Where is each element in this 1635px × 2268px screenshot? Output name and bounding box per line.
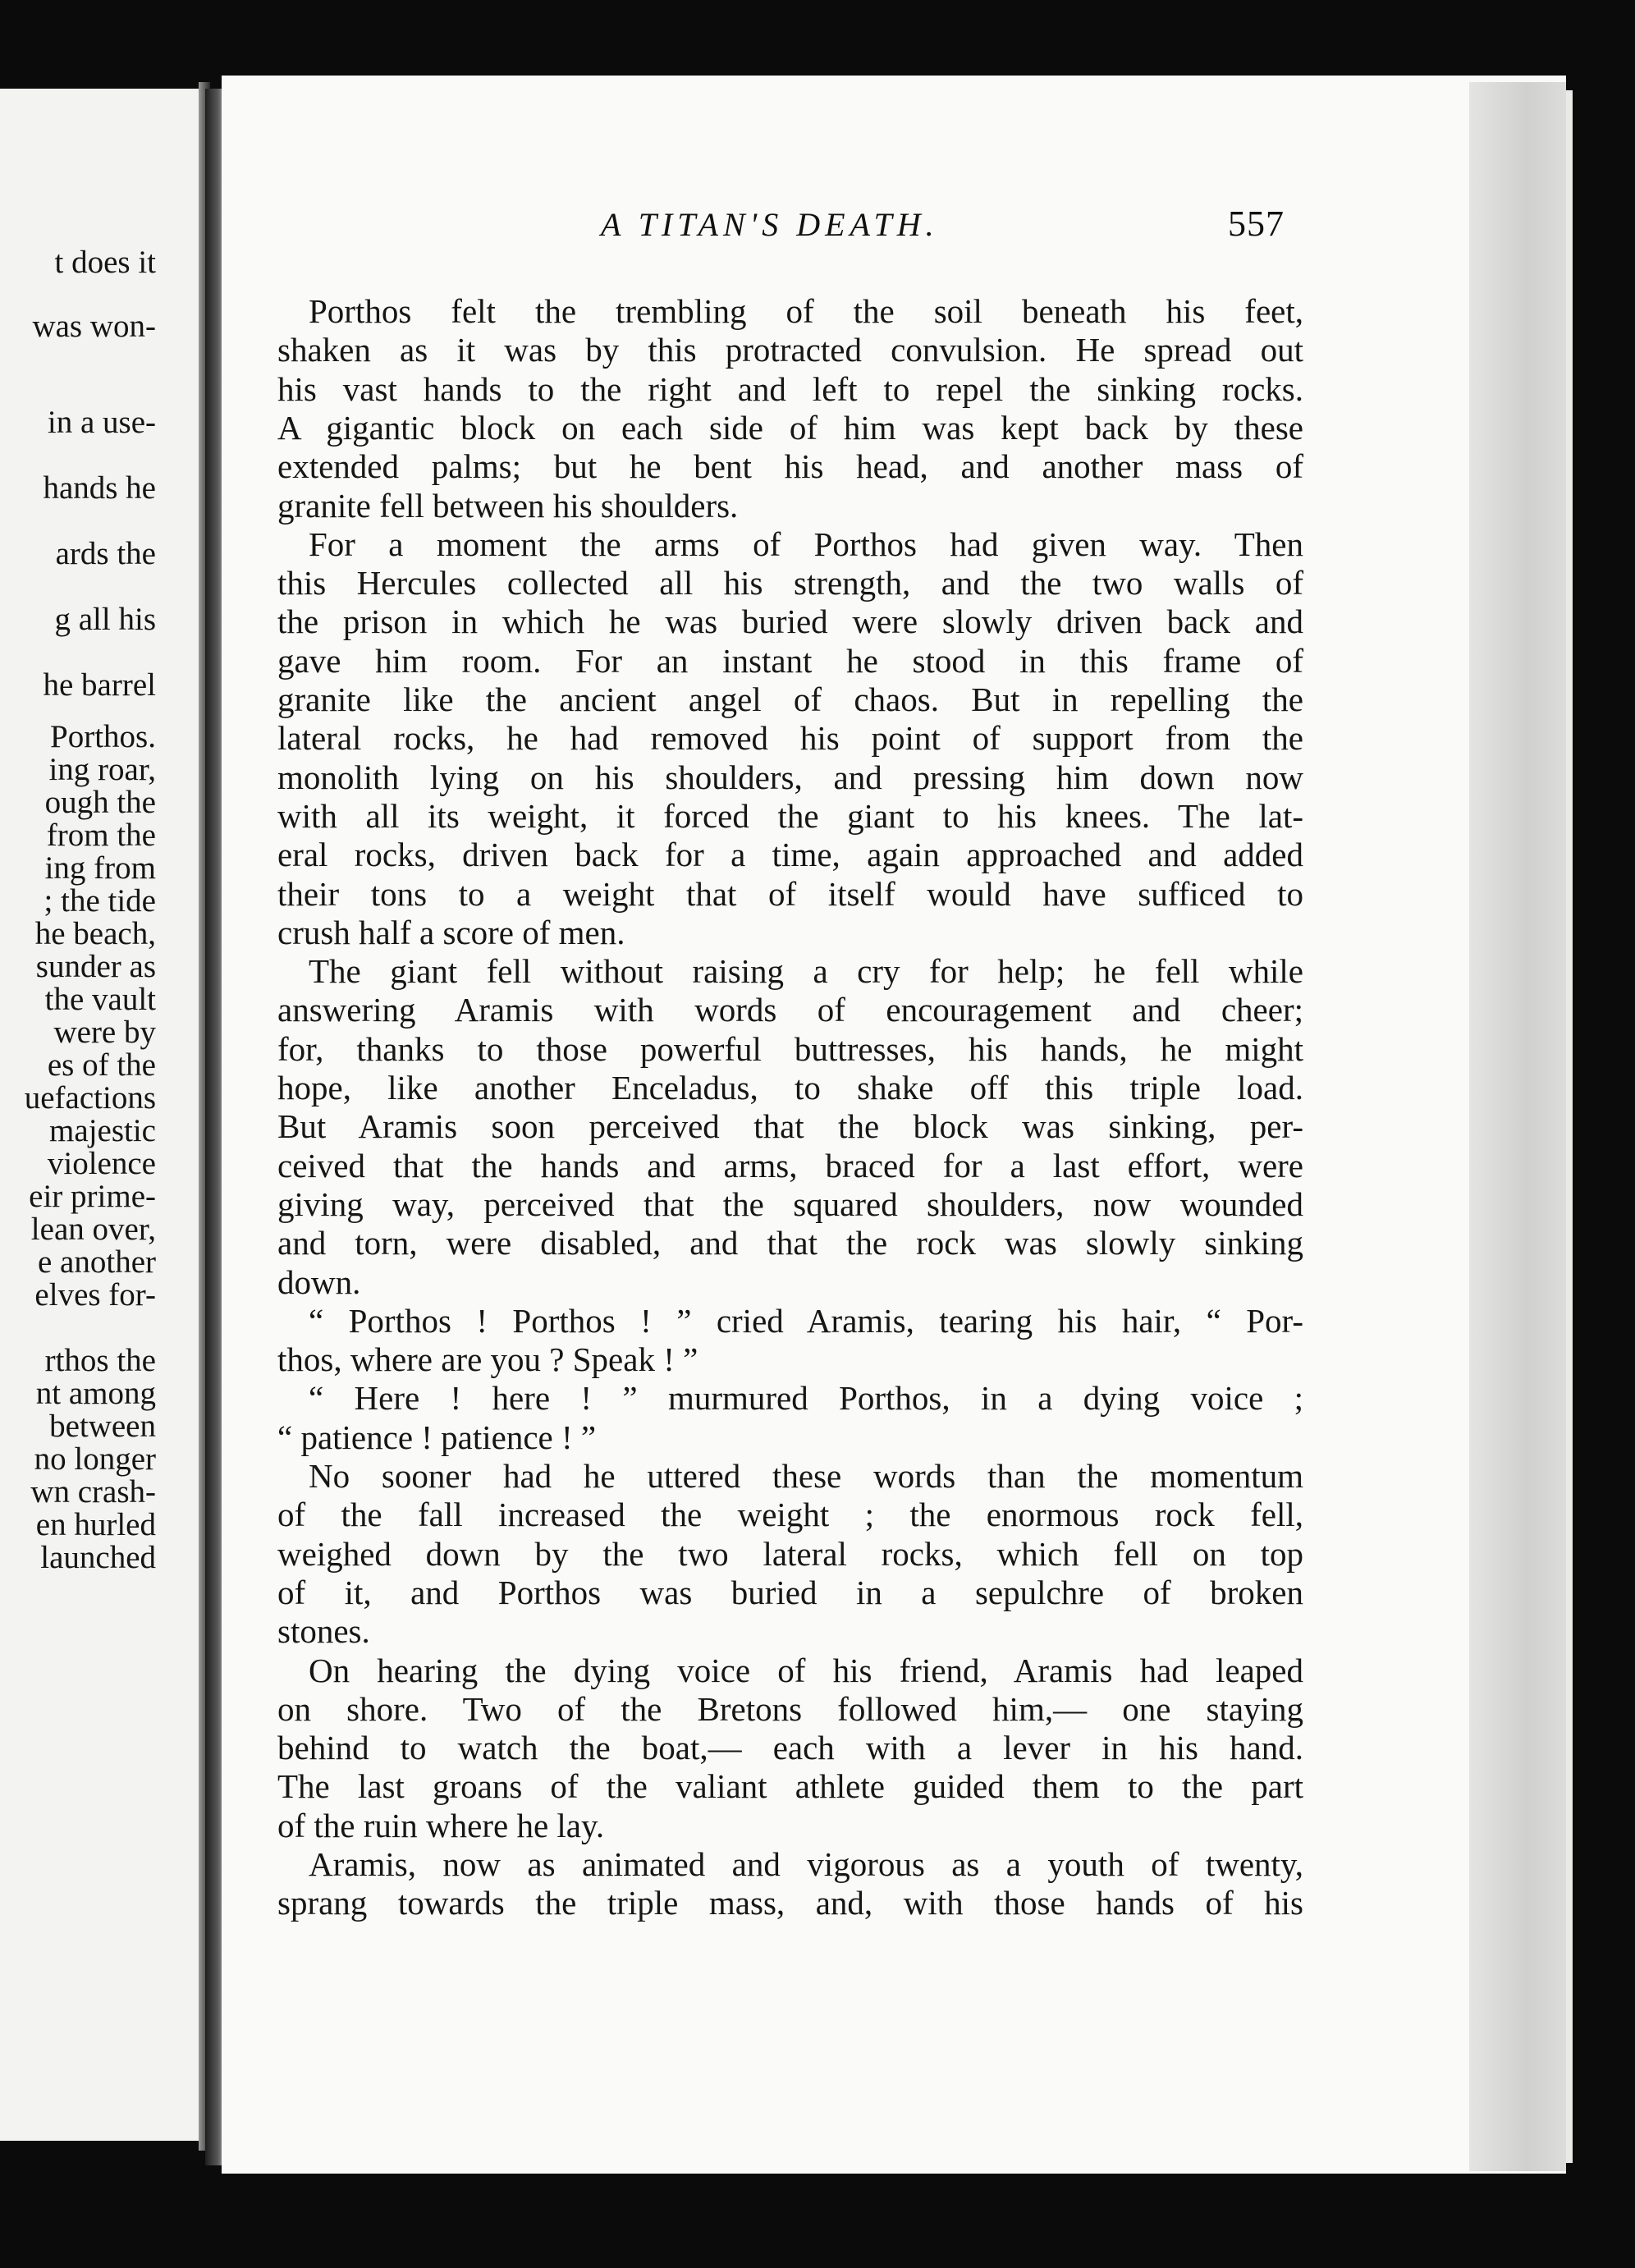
- previous-page-line: nt among: [35, 1376, 156, 1411]
- text-line: lateral rocks, he had removed his point of support from the: [277, 719, 1303, 757]
- text-line: shaken as it was by this protracted convulsion. He spread out: [277, 331, 1303, 369]
- previous-page-line: were by: [53, 1015, 156, 1050]
- text-line: “ patience ! patience ! ”: [277, 1418, 597, 1456]
- previous-page-line: e another: [37, 1244, 156, 1280]
- text-line: Porthos felt the trembling of the soil beneath his feet,: [309, 292, 1303, 330]
- text-line: crush half a score of men.: [277, 914, 625, 951]
- previous-page-line: en hurled: [35, 1507, 156, 1542]
- text-line: with all its weight, it forced the giant to his knees. The lat-: [277, 797, 1303, 835]
- previous-page-line: sunder as: [35, 949, 156, 984]
- previous-page-line: between: [49, 1409, 156, 1444]
- previous-page-line: rthos the: [44, 1343, 156, 1378]
- previous-page: [0, 89, 199, 2141]
- text-line: giving way, perceived that the squared shoulders, now wounded: [277, 1185, 1303, 1223]
- previous-page-line: no longer: [34, 1441, 156, 1477]
- previous-page-line: wn crash-: [30, 1474, 156, 1510]
- previous-page-line: Porthos.: [50, 719, 156, 754]
- text-line: thos, where are you ? Speak ! ”: [277, 1340, 698, 1378]
- text-line: down.: [277, 1263, 361, 1301]
- text-line: and torn, were disabled, and that the rock was slowly sinking: [277, 1224, 1303, 1262]
- text-line: No sooner had he uttered these words than the momentum: [309, 1457, 1303, 1495]
- page-edge-shadow: [1469, 82, 1566, 2171]
- text-line: “ Porthos ! Porthos ! ” cried Aramis, tearing his hair, “ Por-: [309, 1302, 1303, 1340]
- previous-page-line: hands he: [43, 470, 156, 506]
- previous-page-line: violence: [47, 1146, 156, 1181]
- text-line: weighed down by the two lateral rocks, which fell on top: [277, 1535, 1303, 1573]
- previous-page-line: he barrel: [43, 667, 156, 703]
- text-line: But Aramis soon perceived that the block was sinking, per-: [277, 1107, 1303, 1145]
- text-line: granite like the ancient angel of chaos. But in repelling the: [277, 680, 1303, 718]
- previous-page-line: t does it: [54, 245, 156, 280]
- text-line: sprang towards the triple mass, and, with those hands of his: [277, 1884, 1303, 1922]
- text-line: extended palms; but he bent his head, and another mass of: [277, 447, 1303, 485]
- previous-page-line: ing from: [44, 850, 156, 886]
- text-line: eral rocks, driven back for a time, again approached and added: [277, 836, 1303, 873]
- text-line: for, thanks to those powerful buttresses, his hands, he might: [277, 1030, 1303, 1068]
- previous-page-line: he beach,: [34, 916, 156, 951]
- text-line: their tons to a weight that of itself would have sufficed to: [277, 875, 1303, 913]
- text-line: answering Aramis with words of encouragement and cheer;: [277, 991, 1303, 1029]
- text-line: hope, like another Enceladus, to shake off this triple load.: [277, 1069, 1303, 1107]
- previous-page-line: ough the: [44, 785, 156, 820]
- text-line: behind to watch the boat,— each with a lever in his hand.: [277, 1729, 1303, 1766]
- previous-page-line: launched: [40, 1540, 156, 1575]
- previous-page-line: eir prime-: [29, 1179, 156, 1214]
- running-title: A TITAN'S DEATH.: [601, 206, 939, 243]
- previous-page-line: lean over,: [30, 1212, 156, 1247]
- text-line: of the ruin where he lay.: [277, 1807, 605, 1844]
- text-line: The giant fell without raising a cry for help; he fell while: [309, 952, 1303, 990]
- previous-page-line: g all his: [54, 602, 156, 637]
- previous-page-line: was won-: [32, 309, 156, 344]
- previous-page-line: uefactions: [24, 1080, 156, 1116]
- text-line: On hearing the dying voice of his friend, Aramis had leaped: [309, 1652, 1303, 1689]
- previous-page-text: [0, 89, 199, 2141]
- text-line: his vast hands to the right and left to repel the sinking rocks.: [277, 370, 1303, 408]
- text-line: the prison in which he was buried were slowly driven back and: [277, 603, 1303, 640]
- text-line: granite fell between his shoulders.: [277, 487, 739, 525]
- text-line: “ Here ! here ! ” murmured Porthos, in a dying voice ;: [309, 1379, 1303, 1417]
- previous-page-line: es of the: [47, 1047, 156, 1083]
- previous-page-line: ; the tide: [44, 883, 156, 919]
- text-line: For a moment the arms of Porthos had given way. Then: [309, 525, 1303, 563]
- previous-page-line: elves for-: [34, 1277, 156, 1313]
- text-line: monolith lying on his shoulders, and pressing him down now: [277, 758, 1303, 796]
- text-line: gave him room. For an instant he stood in this frame of: [277, 642, 1303, 680]
- text-line: The last groans of the valiant athlete guided them to the part: [277, 1767, 1303, 1805]
- text-line: Aramis, now as animated and vigorous as a youth of twenty,: [309, 1845, 1303, 1883]
- previous-page-line: in a use-: [47, 405, 156, 440]
- text-line: ceived that the hands and arms, braced for a last effort, were: [277, 1147, 1303, 1184]
- text-line: this Hercules collected all his strength, and the two walls of: [277, 564, 1303, 602]
- previous-page-line: majestic: [49, 1113, 156, 1148]
- page-edge: [1566, 90, 1573, 2163]
- page-number: 557: [1228, 204, 1285, 244]
- text-line: A gigantic block on each side of him was kept back by these: [277, 409, 1303, 447]
- previous-page-line: ards the: [55, 536, 156, 571]
- text-line: of the fall increased the weight ; the enormous rock fell,: [277, 1496, 1303, 1533]
- text-line: of it, and Porthos was buried in a sepulchre of broken: [277, 1574, 1303, 1611]
- text-line: stones.: [277, 1612, 370, 1650]
- text-line: on shore. Two of the Bretons followed him,— one staying: [277, 1690, 1303, 1728]
- previous-page-line: from the: [46, 818, 156, 853]
- previous-page-line: ing roar,: [48, 752, 156, 787]
- previous-page-line: the vault: [44, 982, 156, 1017]
